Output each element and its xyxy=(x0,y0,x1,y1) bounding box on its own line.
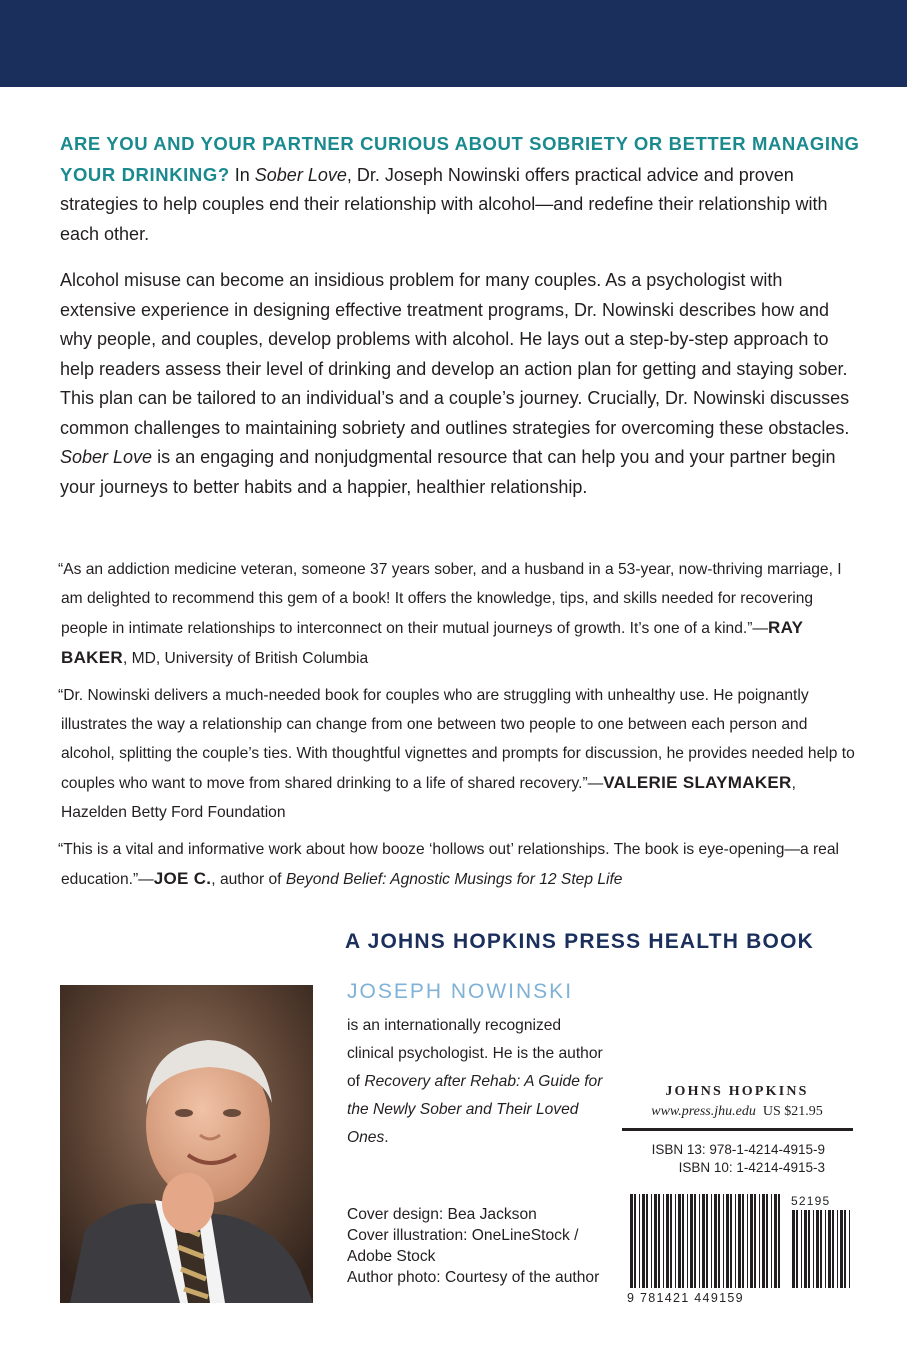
barcode-bar xyxy=(840,1210,843,1288)
barcode-bar xyxy=(735,1194,736,1288)
quote-affiliation: , author of xyxy=(211,871,286,888)
barcode-bar xyxy=(762,1194,765,1288)
barcode-bar xyxy=(804,1210,807,1288)
barcode-bar xyxy=(682,1194,684,1288)
quote-author: VALERIE SLAYMAKER xyxy=(603,773,792,792)
barcode-bar xyxy=(718,1194,720,1288)
barcode-bar xyxy=(813,1210,814,1288)
barcode-bar xyxy=(825,1210,826,1288)
barcode-bar xyxy=(828,1210,831,1288)
book-title: Sober Love xyxy=(60,447,153,467)
barcode-bar xyxy=(639,1194,640,1288)
endorsement-quote xyxy=(58,555,858,673)
barcode-bar xyxy=(723,1194,724,1288)
barcode-bar xyxy=(694,1194,696,1288)
isbn-10: ISBN 10: 1-4214-4915-3 xyxy=(678,1160,825,1175)
author-portrait-illustration xyxy=(60,985,313,1303)
barcode-bar xyxy=(658,1194,660,1288)
blurb-section xyxy=(60,129,860,502)
barcode-bar xyxy=(808,1210,810,1288)
barcode-bar xyxy=(730,1194,732,1288)
barcode-bar xyxy=(771,1194,772,1288)
endorsement-quote xyxy=(58,835,858,894)
barcode-bar xyxy=(837,1210,838,1288)
barcode-bar xyxy=(706,1194,708,1288)
barcode-main-digits: 9 781421 449159 xyxy=(627,1291,744,1305)
barcode-bar xyxy=(702,1194,705,1288)
author-bio xyxy=(347,1012,607,1152)
barcode-bar xyxy=(666,1194,669,1288)
quote-book-title: Beyond Belief: Agnostic Musings for 12 Step Life xyxy=(285,871,623,888)
bio-text: . xyxy=(384,1129,389,1146)
quote-author: RAY BAKER xyxy=(61,618,803,667)
blurb-text: is an engaging and nonjudgmental resource that can help you and your partner begin your journeys to better habits and a happier, healthier relationship. xyxy=(60,447,836,497)
barcode-addon-digits: 52195 xyxy=(791,1194,831,1208)
barcode-bar xyxy=(714,1194,717,1288)
barcode xyxy=(622,1194,853,1306)
quote-text: “As an addiction medicine veteran, someone 37 years sober, and a husband in a 53-year, now-thriving marriage, I am delighted to recommend this gem of a book! It offers the knowledge, tips, and skills needed for recovering people in intimate relationships to interconnect on their mutual journeys of growth. It’s one of a kind.”— xyxy=(58,561,842,637)
barcode-bar xyxy=(778,1194,780,1288)
barcode-bar xyxy=(750,1194,753,1288)
quote-text: “Dr. Nowinski delivers a much-needed book for couples who are struggling with unhealthy use. He poignantly illustrates the way a relationship can change from one between two people to one between each person and alcohol, splitting the couple’s ties. With thoughtful vignettes and prompts for discussion, he provides needed help to couples who want to move from shared drinking to a life of shared recovery.”— xyxy=(58,687,855,792)
barcode-bar xyxy=(816,1210,819,1288)
isbn-block xyxy=(600,1141,825,1177)
barcode-bar xyxy=(699,1194,700,1288)
blurb-lead: ARE YOU AND YOUR PARTNER CURIOUS ABOUT SOBRIETY OR BETTER MANAGING YOUR DRINKING? xyxy=(60,133,860,185)
quote-affiliation: , MD, University of British Columbia xyxy=(122,650,369,667)
publisher-name: JOHNS HOPKINS xyxy=(665,1084,809,1099)
barcode-bar xyxy=(678,1194,681,1288)
barcode-bar xyxy=(742,1194,744,1288)
blurb-text: , Dr. Joseph Nowinski offers practical advice and proven strategies to help couples end their relationship with alcohol—and redefine their relationship with each other. xyxy=(60,164,828,244)
publisher-divider xyxy=(622,1128,853,1131)
quote-text: “This is a vital and informative work about how booze ‘hollows out’ relationships. The book is eye-opening—a real education.”— xyxy=(58,841,839,888)
barcode-bar xyxy=(792,1210,795,1288)
cover-credits xyxy=(347,1204,607,1288)
blurb-paragraph-1 xyxy=(60,129,860,249)
barcode-bar xyxy=(759,1194,760,1288)
barcode-bar xyxy=(747,1194,748,1288)
barcode-bar xyxy=(670,1194,672,1288)
credit-design: Cover design: Bea Jackson xyxy=(347,1206,537,1223)
book-title: Sober Love xyxy=(254,164,347,185)
barcode-bar xyxy=(687,1194,688,1288)
barcode-bar xyxy=(634,1194,636,1288)
bio-text: is an internationally recognized clinical psychologist. He is the author of xyxy=(347,1017,603,1090)
isbn-13: ISBN 13: 978-1-4214-4915-9 xyxy=(651,1142,825,1157)
publisher-block xyxy=(622,1084,852,1120)
barcode-bar xyxy=(630,1194,633,1288)
barcode-bar xyxy=(651,1194,652,1288)
barcode-bar xyxy=(766,1194,768,1288)
barcode-bar xyxy=(801,1210,802,1288)
blurb-paragraph-2 xyxy=(60,266,860,502)
barcode-bar xyxy=(796,1210,798,1288)
series-title: A JOHNS HOPKINS PRESS HEALTH BOOK xyxy=(345,930,814,953)
barcode-bar xyxy=(726,1194,729,1288)
price: US $21.95 xyxy=(762,1104,823,1119)
quote-author: JOE C. xyxy=(153,869,212,888)
barcode-bar xyxy=(642,1194,645,1288)
bio-book-title: Recovery after Rehab: A Guide for the Newly Sober and Their Loved Ones xyxy=(347,1073,603,1146)
barcode-bar xyxy=(711,1194,712,1288)
blurb-text: Alcohol misuse can become an insidious problem for many couples. As a psychologist with extensive experience in designing effective treatment programs, Dr. Nowinski describes how and why people, and couples, develop problems with alcohol. He lays out a step-by-step approach to help readers assess their level of drinking and develop an action plan for getting and staying sober. This plan can be tailored to an individual’s and a couple’s journey. Crucially, Dr. Nowinski discusses common challenges to maintaining sobriety and outlines strategies for overcoming these obstacles. xyxy=(60,270,850,438)
barcode-bar xyxy=(844,1210,846,1288)
barcode-bar xyxy=(774,1194,777,1288)
barcode-bar xyxy=(654,1194,657,1288)
credit-photo: Author photo: Courtesy of the author xyxy=(347,1269,600,1286)
barcode-bar xyxy=(754,1194,756,1288)
barcode-bar xyxy=(849,1210,850,1288)
endorsement-quote xyxy=(58,681,858,827)
barcode-bar xyxy=(738,1194,741,1288)
barcode-bar xyxy=(832,1210,834,1288)
credit-illustration: Cover illustration: OneLineStock / Adobe Stock xyxy=(347,1227,579,1265)
endorsements xyxy=(58,555,858,902)
publisher-line xyxy=(622,1104,852,1120)
barcode-bar xyxy=(663,1194,664,1288)
barcode-bar xyxy=(675,1194,676,1288)
author-photo xyxy=(60,985,313,1303)
blurb-text: In xyxy=(229,164,255,185)
barcode-bar xyxy=(820,1210,822,1288)
barcode-bar xyxy=(646,1194,648,1288)
barcode-bar xyxy=(690,1194,693,1288)
quote-affiliation: , Hazelden Betty Ford Foundation xyxy=(61,775,796,821)
author-name: JOSEPH NOWINSKI xyxy=(347,980,574,1003)
top-color-band xyxy=(0,0,907,87)
publisher-url: www.press.jhu.edu xyxy=(651,1104,756,1119)
